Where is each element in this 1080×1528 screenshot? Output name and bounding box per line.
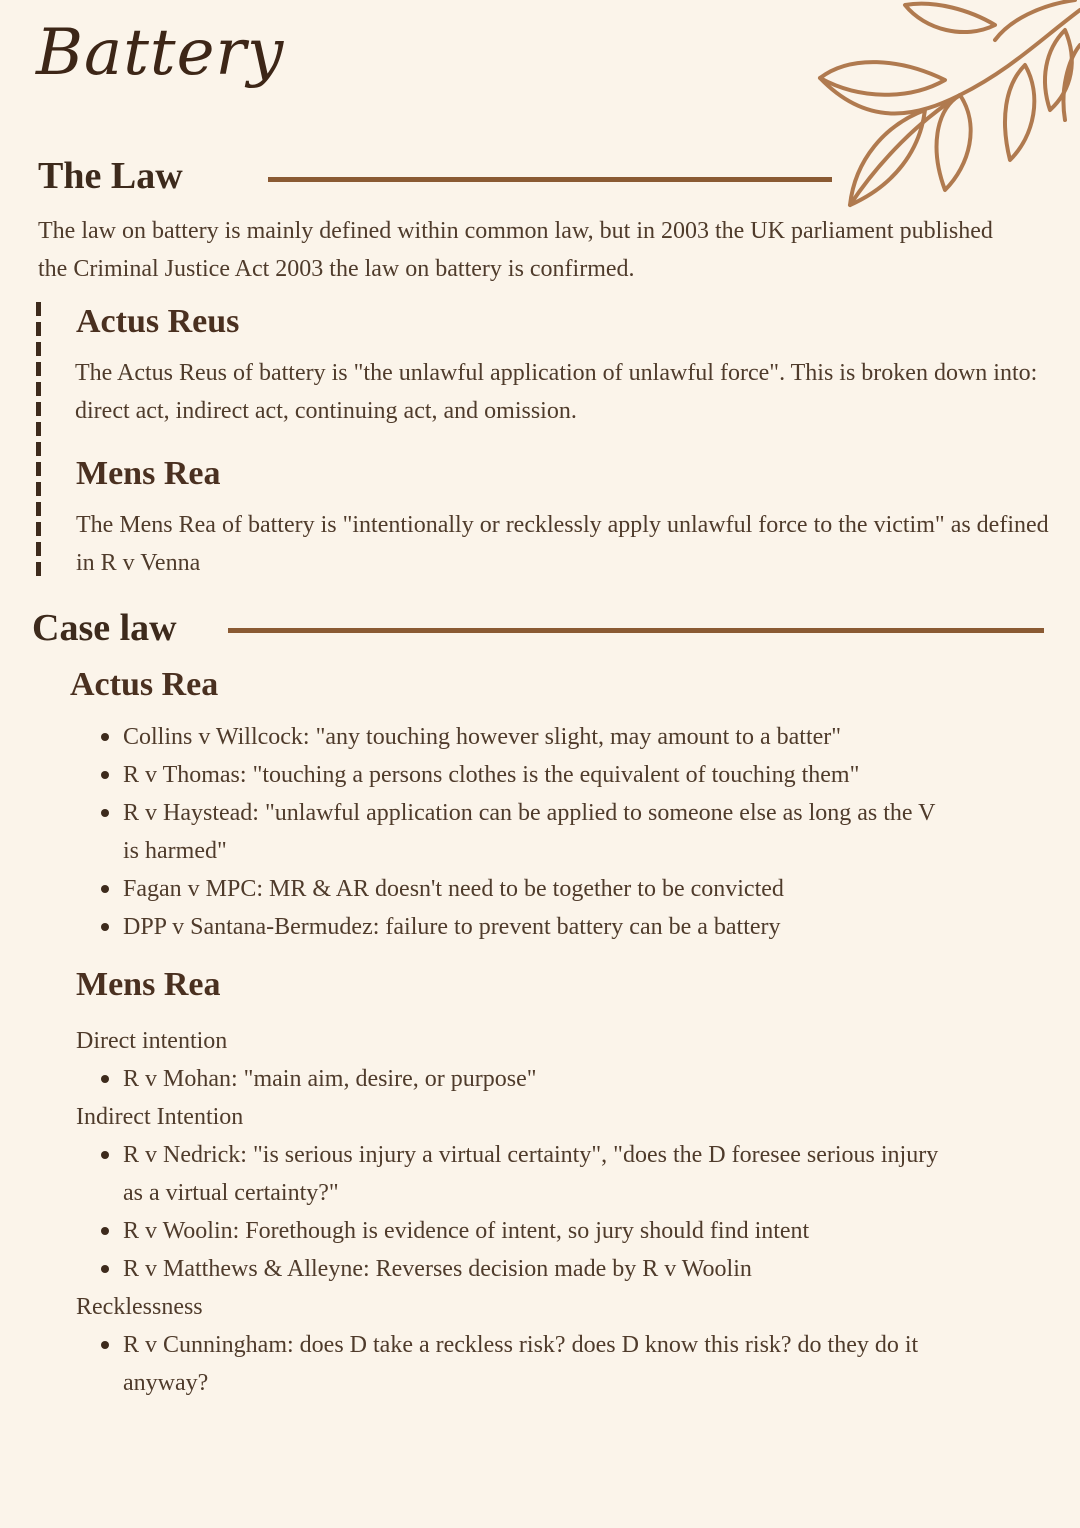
case-law-heading: Case law — [32, 607, 177, 649]
mens-rea-heading: Mens Rea — [76, 455, 221, 492]
recklessness-label: Recklessness — [76, 1294, 203, 1320]
list-item: R v Matthews & Alleyne: Reverses decision made by R v Woolin — [75, 1250, 956, 1288]
list-item: R v Thomas: "touching a persons clothes is the equivalent of touching them" — [75, 756, 945, 794]
recklessness-list — [75, 1326, 956, 1402]
page-title: Battery — [36, 16, 285, 90]
list-item: Fagan v MPC: MR & AR doesn't need to be together to be convicted — [75, 870, 945, 908]
leaf-branch-icon — [810, 0, 1080, 215]
list-item: R v Cunningham: does D take a reckless risk? does D know this risk? do they do it anyway? — [75, 1326, 956, 1402]
case-mens-block — [76, 1022, 956, 1402]
case-mens-heading: Mens Rea — [76, 966, 221, 1003]
the-law-heading: The Law — [38, 155, 183, 197]
list-item: R v Haystead: "unlawful application can be applied to someone else as long as the V is harmed" — [75, 794, 945, 870]
indirect-intention-list — [75, 1136, 956, 1288]
direct-intention-label: Direct intention — [76, 1028, 228, 1054]
actus-reus-text: The Actus Reus of battery is "the unlawful application of unlawful force". This is broken down into: direct act, indirect act, continuing act, and omission. — [75, 360, 1038, 424]
actus-reus-heading: Actus Reus — [76, 303, 240, 340]
mens-rea-text: The Mens Rea of battery is "intentionally or recklessly apply unlawful force to the victim" as defined in R v Venna — [76, 512, 1049, 576]
indirect-intention-label: Indirect Intention — [76, 1104, 244, 1130]
list-item: R v Woolin: Forethough is evidence of intent, so jury should find intent — [75, 1212, 956, 1250]
list-item: DPP v Santana-Bermudez: failure to prevent battery can be a battery — [75, 908, 945, 946]
list-item: R v Mohan: "main aim, desire, or purpose" — [75, 1060, 956, 1098]
the-law-divider — [268, 177, 832, 182]
case-actus-list — [75, 718, 945, 946]
list-item: Collins v Willcock: "any touching however slight, may amount to a batter" — [75, 718, 945, 756]
case-law-divider — [228, 628, 1044, 633]
list-item: R v Nedrick: "is serious injury a virtual certainty", "does the D foresee serious injury as a virtual certainty?" — [75, 1136, 956, 1212]
the-law-text: The law on battery is mainly defined within common law, but in 2003 the UK parliament published the Criminal Justice Act 2003 the law on battery is confirmed. — [38, 218, 993, 282]
case-actus-heading: Actus Rea — [70, 666, 219, 703]
direct-intention-list — [75, 1060, 956, 1098]
section-dashed-bar — [36, 302, 41, 580]
